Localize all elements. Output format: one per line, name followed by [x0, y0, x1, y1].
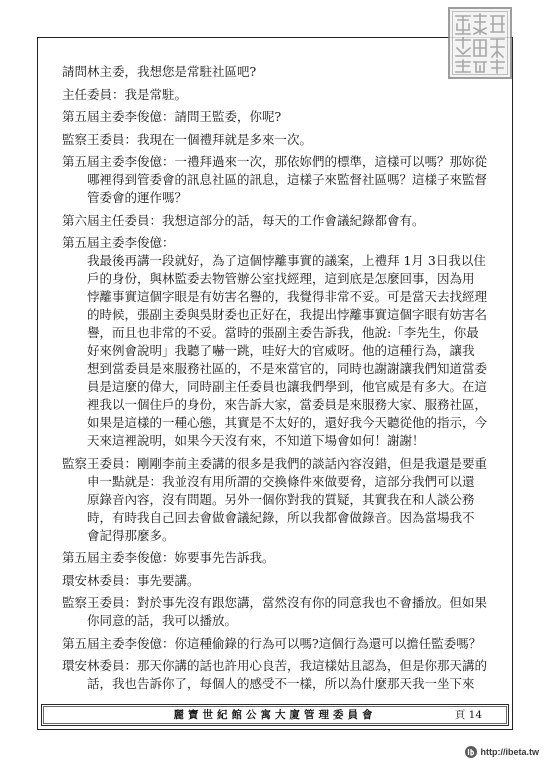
- transcript-line: [62, 189, 504, 207]
- utterance-text: 申一點就是：我並沒有用所謂的交換條件來做要脅，這部分我們可以還: [87, 473, 475, 489]
- ibeta-logo-icon: [464, 745, 478, 759]
- transcript-line: [62, 306, 504, 324]
- transcript-line: [62, 252, 504, 270]
- transcript-line: [62, 432, 504, 450]
- utterance-text: 那天你講的話也許用心良苦，我這樣姑且認為，但是你那天講的: [137, 658, 488, 673]
- transcript-entry: [62, 594, 504, 630]
- transcript-entry: [62, 635, 504, 653]
- transcript-entry: [62, 657, 504, 693]
- utterance-text: 事先要講。: [137, 572, 200, 588]
- utterance-text: 如果是這樣的一種心態，其實是不太好的，還好我今天聽從他的指示，今: [87, 415, 488, 430]
- speaker-label: 第五屆主委李俊億：: [62, 154, 175, 169]
- transcript-entry: [62, 153, 504, 207]
- transcript-line: [62, 342, 504, 360]
- transcript-line: [62, 509, 504, 527]
- utterance-text: 會記得那麼多。: [87, 527, 175, 543]
- transcript-line: [62, 212, 504, 230]
- utterance-text: 時，有時我自己回去會做會議紀錄，所以我都會做錄音。因為當場我不: [87, 509, 475, 525]
- transcript-line: [62, 594, 504, 612]
- transcript-line: [62, 455, 504, 473]
- transcript-entry: [62, 212, 504, 230]
- page-number: 頁 14: [454, 709, 482, 721]
- transcript-entry: [62, 63, 504, 81]
- speaker-label: 第五屆主委李俊億：: [62, 235, 175, 250]
- footer-bar: [41, 704, 509, 726]
- footer-organization: 麗寶世紀館公寓大廈管理委員會: [173, 709, 377, 721]
- speaker-label: 監察王委員：: [62, 455, 138, 471]
- transcript-line: [62, 288, 504, 306]
- watermark: [464, 745, 540, 759]
- utterance-text: 天來這裡說明，如果今天沒有來，不知道下場會如何！謝謝！: [87, 433, 425, 448]
- utterance-text: 我是常駐。: [124, 86, 188, 102]
- transcript-line: [62, 108, 504, 126]
- utterance-text: 我最後再講一段就好，為了這個悖離事實的議案，上禮拜 1月 3日我以住: [87, 253, 486, 268]
- transcript-line: [62, 396, 504, 414]
- speaker-label: 監察王委員：: [62, 595, 138, 610]
- transcript-line: [62, 324, 504, 342]
- utterance-text: 戶的身份，與林監委去物管辦公室找經理，這到底是怎麼回事，因為用: [87, 271, 475, 286]
- transcript-line: [62, 414, 504, 432]
- utterance-text: 好來例會說明」我聽了嚇一跳，哇好大的官威呀。他的這種行為，讓我: [87, 343, 475, 358]
- speaker-label: 第五屆主委李俊億：: [62, 109, 175, 124]
- transcript: [62, 63, 504, 698]
- utterance-text: 你這種偷錄的行為可以嗎?這個行為還可以擔任監委嗎？: [174, 635, 482, 651]
- speaker-label: 主任委員：: [62, 86, 125, 102]
- utterance-text: 譽，而且也非常的不妥。當時的張副主委告訴我，他說:「李先生，你最: [87, 325, 479, 340]
- transcript-line: [62, 86, 504, 104]
- transcript-line: [62, 153, 504, 171]
- transcript-entry: [62, 572, 504, 590]
- utterance-text: 原錄音內容，沒有問題。另外一個你對我的質疑，其實我在和人談公務: [87, 491, 475, 507]
- utterance-text: 我現在一個禮拜就是多來一次。: [137, 131, 313, 147]
- utterance-text: 的時候，張副主委與吳財委也正好在，我提出悖離事實這個字眼有妨害名: [87, 307, 488, 322]
- utterance-text: 對於事先沒有跟您講，當然沒有你的同意我也不會播放。但如果: [137, 595, 488, 610]
- utterance-text: 悖離事實這個字眼是有妨害名譽的，我覺得非常不妥。可是當天去找經理: [87, 289, 488, 304]
- transcript-line: [62, 549, 504, 567]
- transcript-entry: [62, 108, 504, 126]
- transcript-line: [62, 270, 504, 288]
- speaker-label: 第六屆主任委員：: [62, 212, 163, 228]
- transcript-entry: [62, 549, 504, 567]
- speaker-label: 第五屆主委李俊億：: [62, 635, 175, 651]
- speaker-label: 監察王委員：: [62, 131, 138, 147]
- speaker-label: 第五屆主委李俊億：: [62, 550, 175, 565]
- utterance-text: 請問林主委，我想您是常駐社區吧?: [62, 64, 257, 79]
- transcript-line: [62, 612, 504, 630]
- transcript-line: [62, 675, 504, 693]
- transcript-line: [62, 234, 504, 252]
- utterance-text: 請問王監委，你呢?: [174, 109, 282, 124]
- utterance-text: 話，我也告訴你了，每個人的感受不一樣，所以為什麼那天我一坐下來: [87, 676, 475, 691]
- transcript-line: [62, 378, 504, 396]
- transcript-entry: [62, 234, 504, 450]
- transcript-entry: [62, 131, 504, 149]
- utterance-text: 哪裡得到管委會的訊息社區的訊息，這樣子來監督社區嗎？這樣子來監督: [87, 172, 488, 187]
- transcript-line: [62, 131, 504, 149]
- utterance-text: 剛剛李前主委講的很多是我們的談話內容沒錯，但是我還是要重: [137, 455, 488, 471]
- utterance-text: 裡我以一個住戶的身份，來告訴大家，當委員是來服務大家、服務社區，: [87, 397, 488, 412]
- utterance-text: 一禮拜過來一次，那依妳們的標準，這樣可以嗎？那妳從: [174, 154, 488, 169]
- watermark-url: http://ibeta.tw: [480, 747, 539, 757]
- document-frame: [37, 37, 513, 730]
- utterance-text: 管委會的運作嗎？: [87, 190, 188, 205]
- speaker-label: 環安林委員：: [62, 572, 138, 588]
- utterance-text: 你同意的話，我可以播放。: [87, 613, 238, 628]
- utterance-text: 想到當委員是來服務社區的，不是來當官的，同時也謝謝讓我們知道當委: [87, 361, 488, 376]
- transcript-line: [62, 171, 504, 189]
- transcript-line: [62, 360, 504, 378]
- transcript-line: [62, 491, 504, 509]
- seal-stamp: [447, 6, 513, 80]
- transcript-line: [62, 572, 504, 590]
- utterance-text: 我想這部分的話，每天的工作會議紀錄都會有。: [162, 212, 425, 228]
- utterance-text: 員是這麼的偉大，同時副主任委員也讓我們學到，他官威是有多大。在這: [87, 379, 488, 394]
- transcript-entry: [62, 86, 504, 104]
- transcript-line: [62, 63, 504, 81]
- transcript-entry: [62, 455, 504, 545]
- transcript-line: [62, 657, 504, 675]
- speaker-label: 環安林委員：: [62, 658, 138, 673]
- transcript-line: [62, 527, 504, 545]
- transcript-line: [62, 635, 504, 653]
- transcript-line: [62, 473, 504, 491]
- utterance-text: 妳要事先告訴我。: [174, 550, 275, 565]
